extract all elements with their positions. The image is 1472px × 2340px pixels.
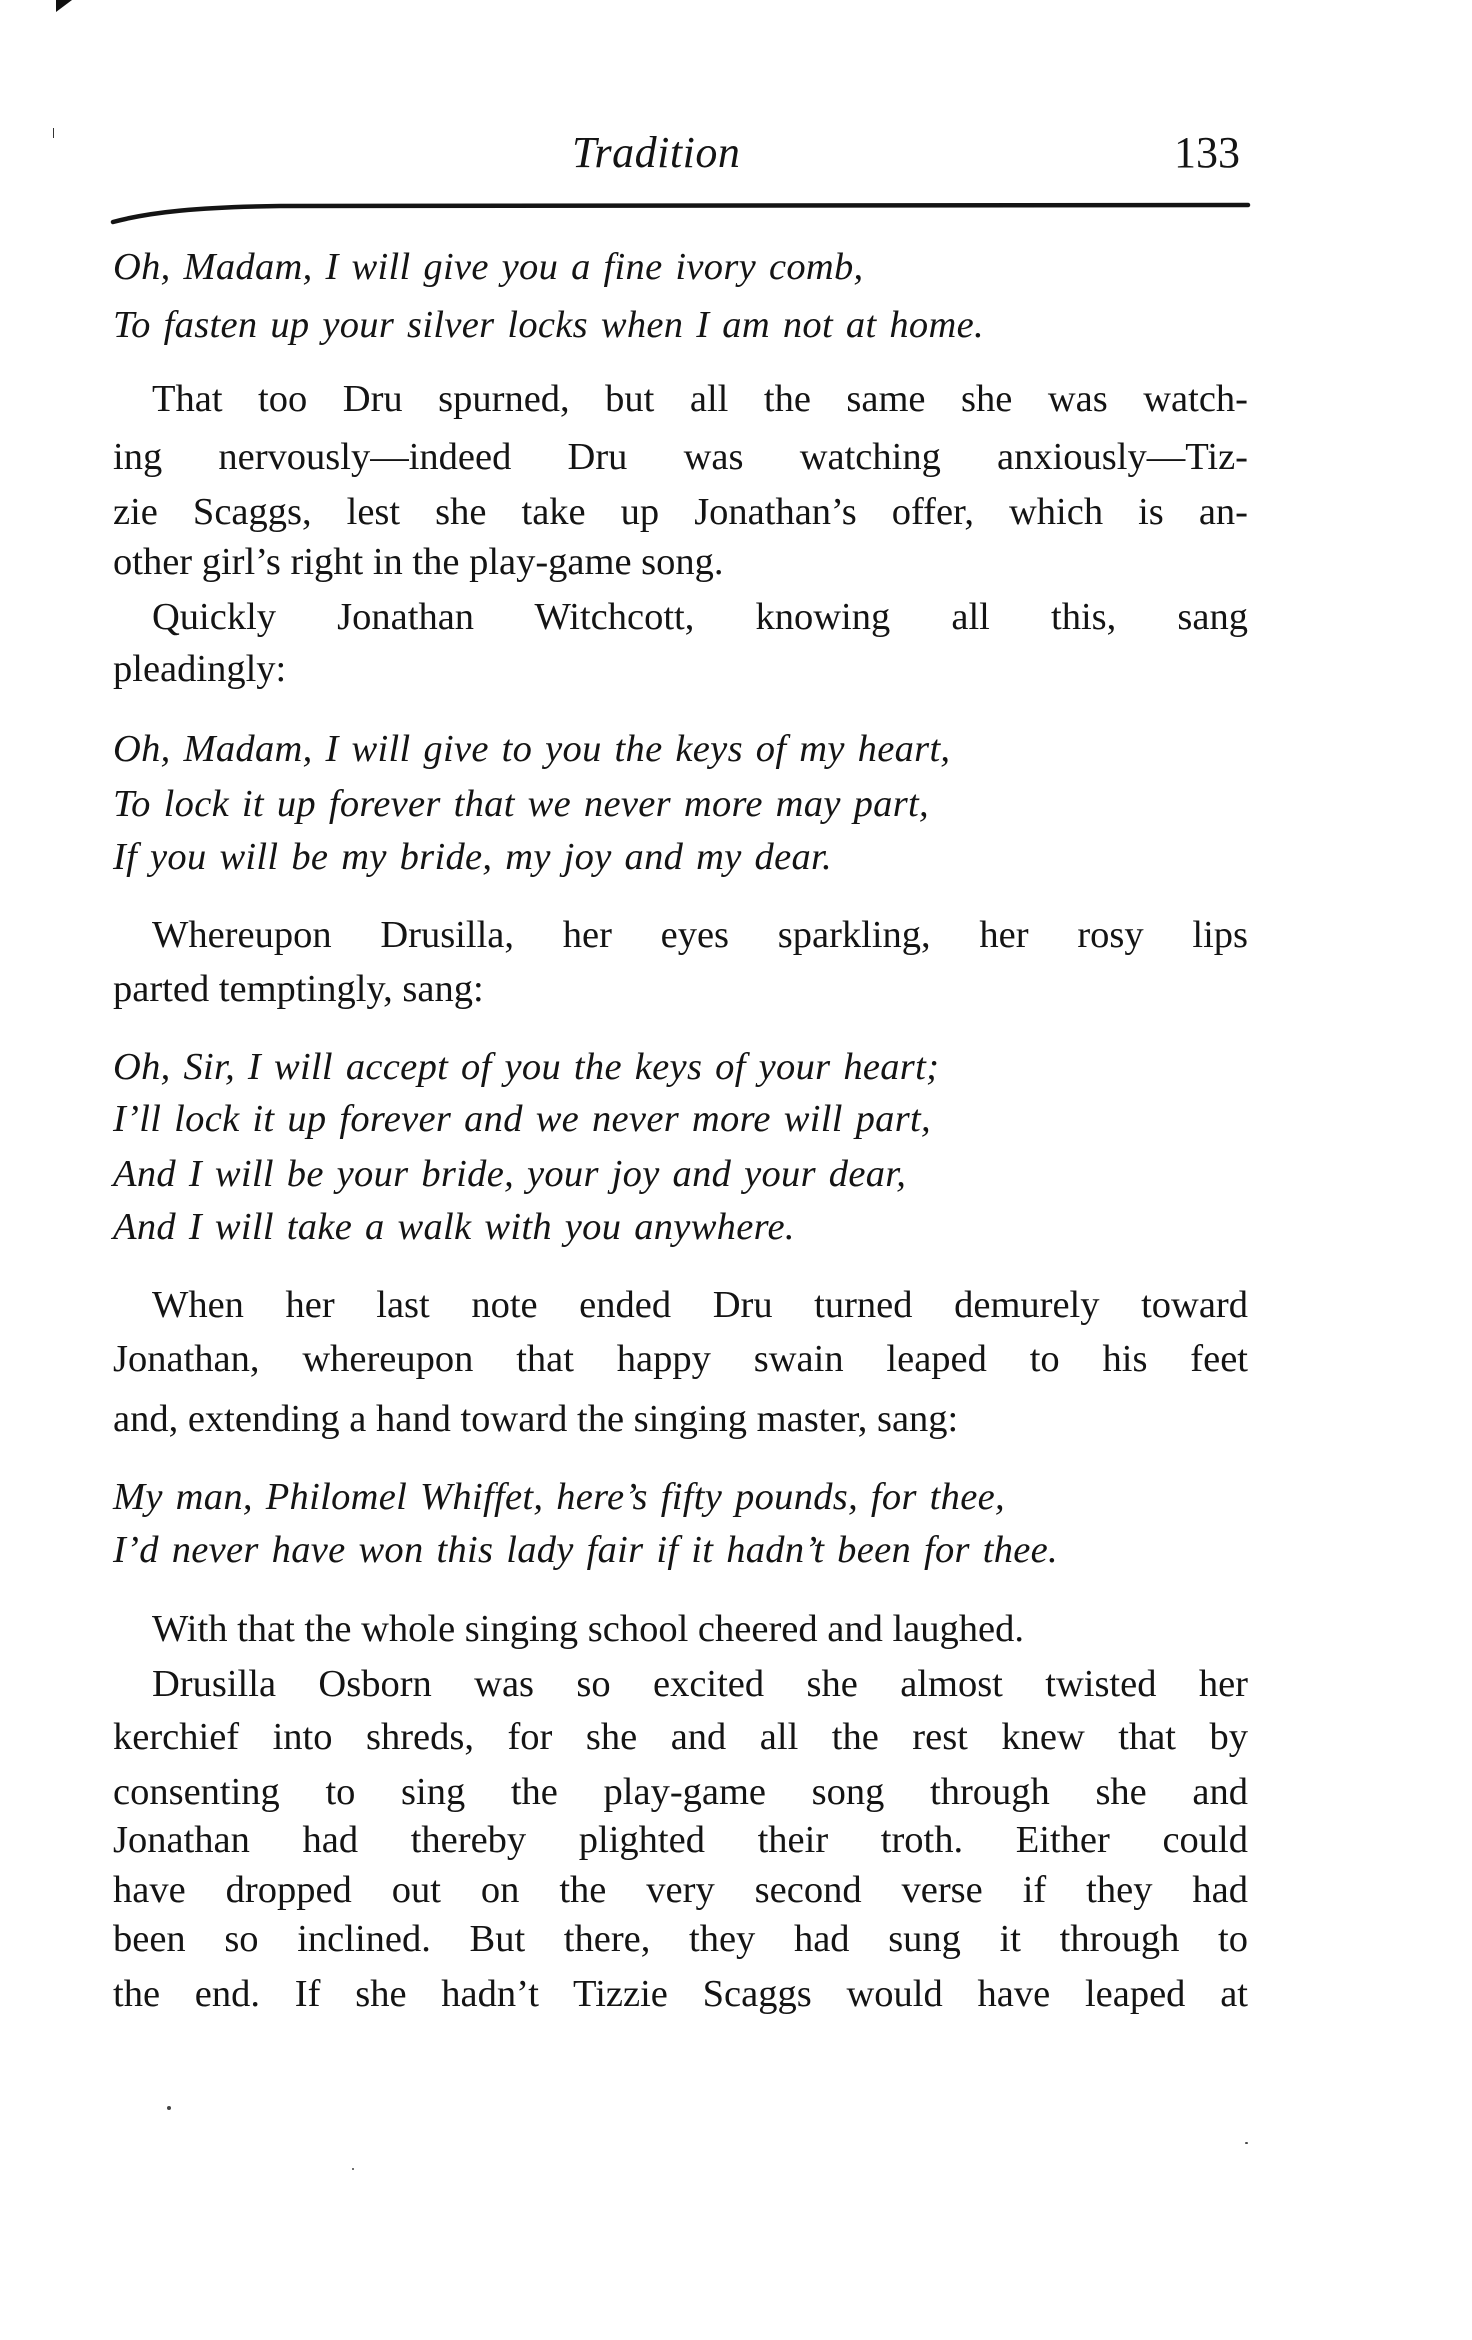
verse-line: Oh, Sir, I will accept of you the keys of your heart;: [113, 1046, 940, 1088]
paragraph-line: zie Scaggs, lest she take up Jonathan’s offer, which is an-: [113, 491, 1248, 533]
scan-corner-mark: [56, 0, 72, 12]
verse-line: And I will be your bride, your joy and your dear,: [113, 1153, 907, 1195]
scan-speck: [1245, 2142, 1248, 2144]
paragraph-line: Drusilla Osborn was so excited she almost twisted her: [152, 1663, 1248, 1705]
paragraph-line: With that the whole singing school cheered and laughed.: [152, 1608, 1024, 1650]
paragraph-line: When her last note ended Dru turned demurely toward: [152, 1284, 1248, 1326]
paragraph-line: That too Dru spurned, but all the same she was watch-: [152, 378, 1248, 420]
verse-line: Oh, Madam, I will give you a fine ivory comb,: [113, 246, 864, 288]
paragraph-line: Jonathan had thereby plighted their troth. Either could: [113, 1819, 1248, 1861]
page-number: 133: [1174, 128, 1240, 177]
paragraph-line: and, extending a hand toward the singing master, sang:: [113, 1398, 959, 1440]
scan-speck: [352, 2168, 354, 2170]
scan-tick-mark: [53, 128, 54, 138]
verse-line: Oh, Madam, I will give to you the keys of my heart,: [113, 728, 951, 770]
paragraph-line: kerchief into shreds, for she and all the rest knew that by: [113, 1716, 1248, 1758]
paragraph-line: been so inclined. But there, they had sung it through to: [113, 1918, 1248, 1960]
paragraph-line: have dropped out on the very second verse if they had: [113, 1869, 1248, 1911]
header-rule: [110, 196, 1252, 226]
paragraph-line: pleadingly:: [113, 648, 287, 690]
running-title: Tradition: [572, 128, 741, 177]
paragraph-line: other girl’s right in the play-game song.: [113, 541, 724, 583]
verse-line: To fasten up your silver locks when I am not at home.: [113, 304, 984, 346]
paragraph-line: ing nervously—indeed Dru was watching anxiously—Tiz-: [113, 436, 1248, 478]
paragraph-line: Quickly Jonathan Witchcott, knowing all this, sang: [152, 596, 1248, 638]
paragraph-line: Whereupon Drusilla, her eyes sparkling, her rosy lips: [152, 914, 1248, 956]
paragraph-line: parted temptingly, sang:: [113, 968, 484, 1010]
verse-line: I’ll lock it up forever and we never more will part,: [113, 1098, 931, 1140]
verse-line: I’d never have won this lady fair if it hadn’t been for thee.: [113, 1529, 1058, 1571]
paragraph-line: the end. If she hadn’t Tizzie Scaggs would have leaped at: [113, 1973, 1248, 2015]
verse-line: If you will be my bride, my joy and my dear.: [113, 836, 832, 878]
scan-speck: [167, 2106, 171, 2110]
verse-line: To lock it up forever that we never more may part,: [113, 783, 929, 825]
verse-line: My man, Philomel Whiffet, here’s fifty pounds, for thee,: [113, 1476, 1005, 1518]
paragraph-line: Jonathan, whereupon that happy swain leaped to his feet: [113, 1338, 1248, 1380]
verse-line: And I will take a walk with you anywhere.: [113, 1206, 795, 1248]
paragraph-line: consenting to sing the play-game song through she and: [113, 1771, 1248, 1813]
